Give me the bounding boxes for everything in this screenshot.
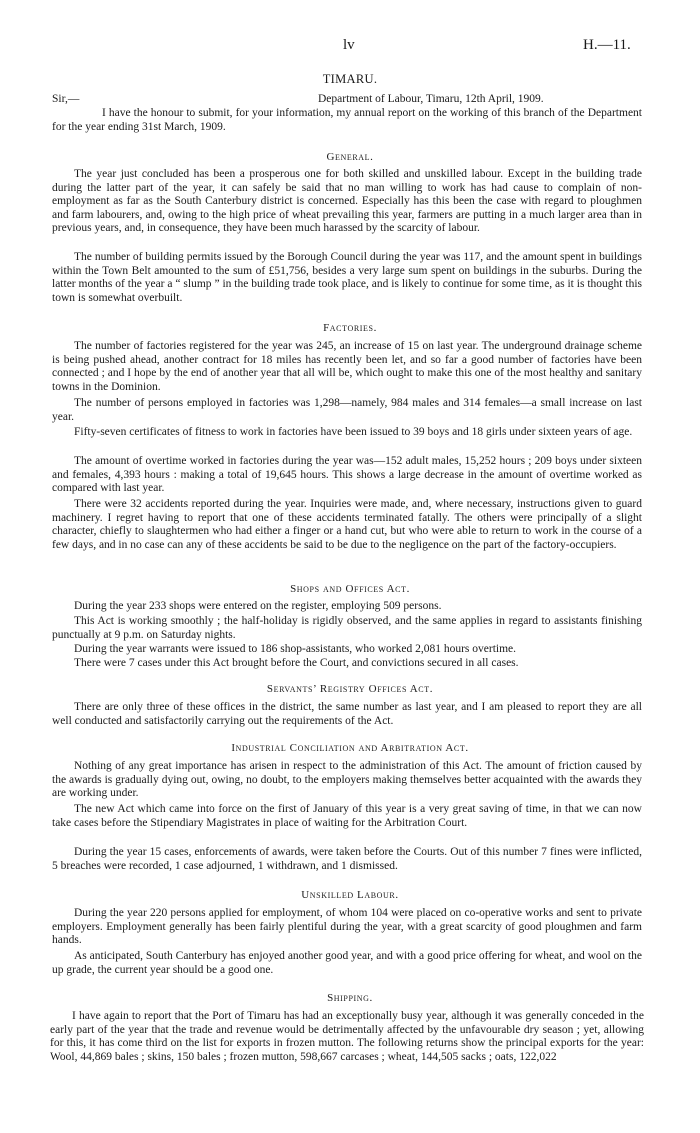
- shops-paragraph-4: There were 7 cases under this Act brought before the Court, and convictions secured in all cases.: [74, 657, 519, 669]
- office-title: TIMARU.: [322, 72, 378, 86]
- servants-paragraph-1: There are only three of these offices in the district, the same number as last year, and I am pleased to report they are all well conducted and satisfactorily carrying out the requirements of the Act.: [52, 701, 642, 727]
- arbitration-paragraph-3: During the year 15 cases, enforcements of awards, were taken before the Courts. Out of this number 7 fines were inflicted, 5 breaches were recorded, 1 case adjourned, 1 withdrawn, and 1 dismissed.: [52, 846, 642, 872]
- document-reference: H.—11.: [583, 37, 631, 53]
- intro-paragraph: I have the honour to submit, for your information, my annual report on the working of this branch of the Department for the year ending 31st March, 1909.: [52, 107, 642, 133]
- general-paragraph-1: The year just concluded has been a prosperous one for both skilled and unskilled labour. Except in the building trade during the latter part of the year, it can safely be said that no man willing to work has had cause to complain of non-employment as far as the South Canterbury district is concerned. Especially has this been the case with regard to ploughmen and farm labourers, and, owing to the high price of wheat prevailing this year, farmers are putting in a much larger area than in previous years, and, in consequence, they have been much harassed by the scarcity of labour.: [52, 168, 642, 235]
- heading-arbitration: Industrial Conciliation and Arbitration Act.: [231, 742, 469, 754]
- general-paragraph-2: The number of building permits issued by the Borough Council during the year was 117, and the amount spent in buildings within the Town Belt amounted to the sum of £51,756, besides a very large sum spent on buildings in the suburbs. During the latter months of the year a “ slump ” in the building trade took place, and is likely to continue for some time, as it is thought this town is somewhat overbuilt.: [52, 251, 642, 304]
- shops-paragraph-3: During the year warrants were issued to 186 shop-assistants, who worked 2,081 hours overtime.: [74, 643, 517, 655]
- heading-shops-offices: Shops and Offices Act.: [290, 583, 410, 595]
- arbitration-paragraph-1: Nothing of any great importance has arisen in respect to the administration of this Act. The amount of friction caused by the awards is gradually dying out, owing, no doubt, to the employers making themselves better acquainted with the awards they are working under.: [52, 760, 642, 800]
- shipping-paragraph-1: I have again to report that the Port of Timaru has had an exceptionally busy year, although it was generally conceded in the early part of the year that the trade and revenue would be detrimentally affected by the unfavourable dry season ; yet, allowing for this, it has come third on the list for exports in frozen mutton. The following returns show the principal exports for the year: Wool, 44,869 bales ; skins, 150 bales ; frozen mutton, 598,667 carcases ; wheat, 144,505 sacks ; oats, 122,022: [50, 1010, 644, 1063]
- factories-paragraph-3: Fifty-seven certificates of fitness to work in factories have been issued to 39 boys and 18 girls under sixteen years of age.: [74, 426, 633, 438]
- shops-paragraph-2: This Act is working smoothly ; the half-holiday is rigidly observed, and the same applies in regard to assistants finishing punctually at 9 p.m. on Saturday nights.: [52, 615, 642, 641]
- dateline: Department of Labour, Timaru, 12th April, 1909.: [318, 93, 544, 105]
- salutation: Sir,—: [52, 93, 80, 105]
- unskilled-paragraph-2: As anticipated, South Canterbury has enjoyed another good year, and with a good price offering for wheat, and wool on the up grade, the current year should be a good one.: [52, 950, 642, 976]
- heading-general: General.: [326, 151, 374, 163]
- heading-shipping: Shipping.: [327, 992, 373, 1004]
- heading-unskilled-labour: Unskilled Labour.: [301, 889, 399, 901]
- arbitration-paragraph-2: The new Act which came into force on the first of January of this year is a very great saving of time, in that we can now take cases before the Stipendiary Magistrates in place of waiting for the Arbitration Court.: [52, 803, 642, 829]
- factories-paragraph-4: The amount of overtime worked in factories during the year was—152 adult males, 15,252 hours ; 209 boys under sixteen and females, 4,393 hours : making a total of 19,645 hours. This shows a large decrease in the amount of overtime worked as compared with last year.: [52, 455, 642, 495]
- factories-paragraph-1: The number of factories registered for the year was 245, an increase of 15 on last year. The underground drainage scheme is being pushed ahead, another contract for 18 miles has recently been let, and so far a good number of factories have been connected ; and I hope by the end of another year that all will be, which ought to make this one of the most healthy and sanitary towns in the Dominion.: [52, 340, 642, 393]
- page-number: lv: [343, 37, 355, 53]
- factories-paragraph-2: The number of persons employed in factories was 1,298—namely, 984 males and 314 females—a small increase on last year.: [52, 397, 642, 423]
- heading-factories: Factories.: [323, 322, 377, 334]
- factories-paragraph-5: There were 32 accidents reported during the year. Inquiries were made, and, where necessary, instructions given to guard machinery. I regret having to report that one of these accidents terminated fatally. The others were principally of a slight character, chiefly to slaughtermen who had either a finger or a hand cut, but who were able to return to work in the course of a few days, and in no case can any of these accidents be said to be due to the negligence on the part of the factory-occupiers.: [52, 498, 642, 551]
- unskilled-paragraph-1: During the year 220 persons applied for employment, of whom 104 were placed on co-operative works and sent to private employers. Employment generally has been fairly plentiful during the year, with a great scarcity of good ploughmen and farm hands.: [52, 907, 642, 947]
- heading-servants-registry: Servants’ Registry Offices Act.: [266, 683, 434, 695]
- shops-paragraph-1: During the year 233 shops were entered on the register, employing 509 persons.: [74, 600, 442, 612]
